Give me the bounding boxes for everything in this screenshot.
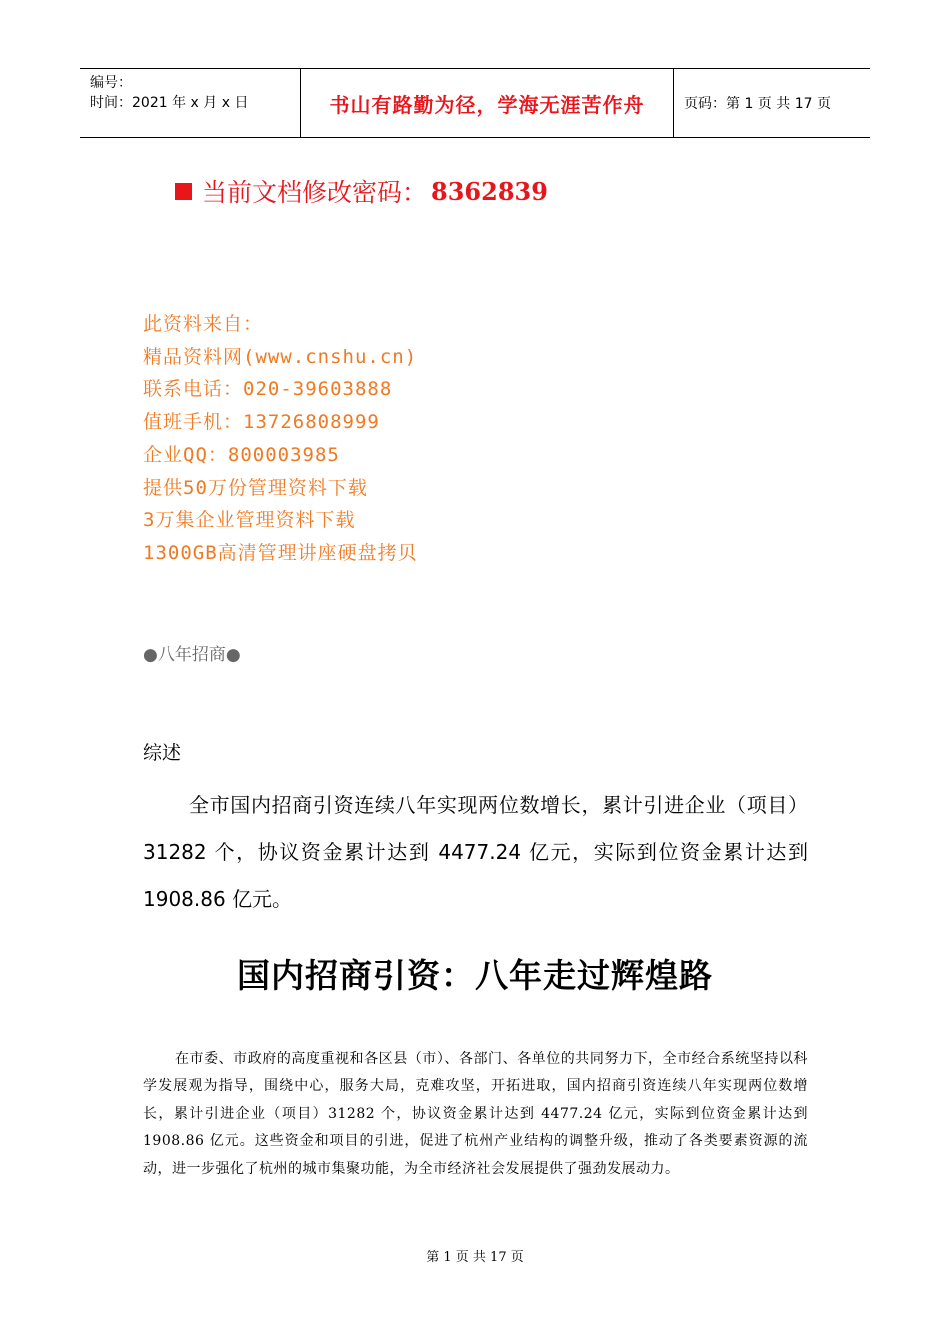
source-line: 值班手机：13726808999 [143,411,380,434]
document-header [80,68,870,138]
section-tag: ●八年招商● [143,645,241,665]
source-line: 1300GB高清管理讲座硬盘拷贝 [143,541,418,564]
header-meta [80,69,300,137]
source-line: 3万集企业管理资料下载 [143,509,356,532]
source-line: 精品资料网(www.cnshu.cn) [143,345,418,368]
source-line: 提供50万份管理资料下载 [143,476,368,499]
password-code: 8362839 [431,176,548,206]
source-line: 此资料来自： [143,313,264,335]
header-page-info: 页码：第 1 页 共 17 页 [684,96,831,112]
square-bullet-icon [175,183,192,200]
article-title: 国内招商引资：八年走过辉煌路 [237,956,713,995]
source-line: 企业QQ：800003985 [143,443,340,466]
source-line: 联系电话：020-39603888 [143,378,393,401]
article-body: 在市委、市政府的高度重视和各区县（市）、各部门、各单位的共同努力下，全市经合系统坚持以科学发展观为指导，围绕中心，服务大局，克难攻坚，开拓进取，国内招商引资连续八年实现两位数增长，累计引进企业（项目）31282 个，协议资金累计达到 4477.24 亿元，实际到位资金累计达到 1908.86 亿元。这些资金和项目的引进，促进了杭州产业结构的调整升级，推动了各类要素资源的流动，进一步强化了杭州的城市集聚功能，为全市经济社会发展提供了强劲发展动力。 [143,1051,808,1177]
source-info [143,308,418,570]
page-footer: 第 1 页 共 17 页 [426,1250,524,1265]
password-label: 当前文档修改密码： [202,178,428,207]
header-motto: 书山有路勤为径，学海无涯苦作舟 [300,69,674,137]
summary-paragraph: 全市国内招商引资连续八年实现两位数增长，累计引进企业（项目）31282 个，协议资金累计达到 4477.24 亿元，实际到位资金累计达到 1908.86 亿元。 [143,793,808,911]
number-label: 编号： [90,75,132,91]
summary-label: 综述 [143,742,182,764]
time-label: 时间：2021 年 x 月 x 日 [90,95,249,111]
password-notice [175,173,548,209]
